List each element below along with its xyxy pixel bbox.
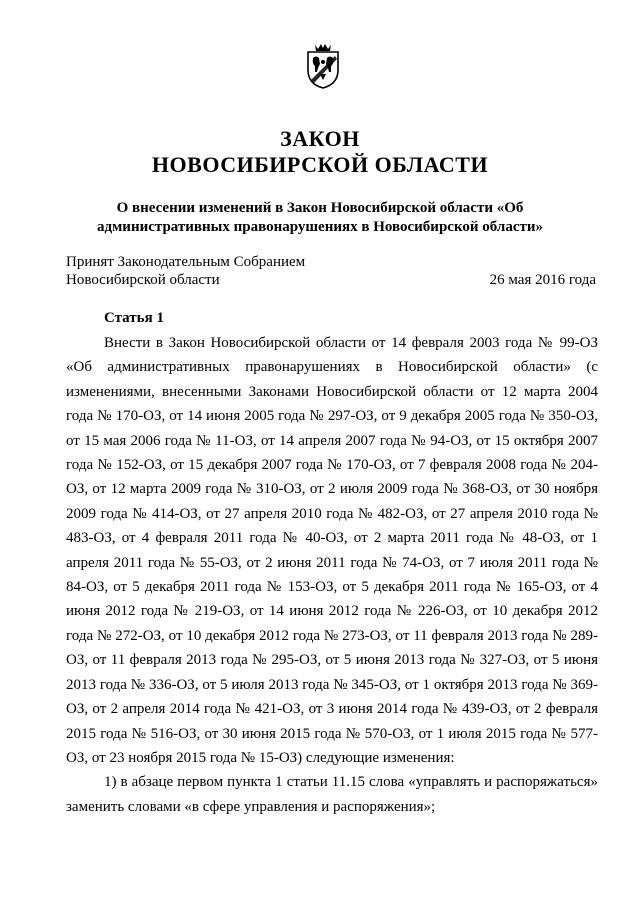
article-heading: Статья 1: [104, 310, 164, 326]
law-subject: О внесении изменений в Закон Новосибирской области «Об административных правонарушениях в Новосибирской области»: [97, 200, 543, 235]
article-body: [66, 331, 598, 819]
article-paragraph: 1) в абзаце первом пункта 1 статьи 11.15 слова «управлять и распоряжаться» заменить словами «в сфере управления и распоряжения»;: [66, 774, 598, 815]
coat-of-arms-icon: [303, 42, 343, 90]
adopted-by-line2: Новосибирской области: [66, 272, 220, 288]
adoption-date: 26 мая 2016 года: [489, 272, 596, 288]
article-paragraph: Внести в Закон Новосибирской области от 14 февраля 2003 года № 99-ОЗ «Об административных правонарушениях в Новосибирской области» (с изменениями, внесенными Законами Новосибирской области от 12 марта 2004 года № 170-ОЗ, от 14 июня 2005 года № 297-ОЗ, от 9 декабря 2005 года № 350-ОЗ, от 15 мая 2006 года № 11-ОЗ, от 14 апреля 2007 года № 94-ОЗ, от 15 октября 2007 года № 152-ОЗ, от 15 декабря 2007 года № 170-ОЗ, от 7 февраля 2008 года № 204-ОЗ, от 12 марта 2009 года № 310-ОЗ, от 2 июля 2009 года № 368-ОЗ, от 30 ноября 2009 года № 414-ОЗ, от 27 апреля 2010 года № 482-ОЗ, от 27 апреля 2010 года № 483-ОЗ, от 4 февраля 2011 года № 40-ОЗ, от 2 марта 2011 года № 48-ОЗ, от 1 апреля 2011 года № 55-ОЗ, от 2 июня 2011 года № 74-ОЗ, от 7 июля 2011 года № 84-ОЗ, от 5 декабря 2011 года № 153-ОЗ, от 5 декабря 2011 года № 165-ОЗ, от 4 июня 2012 года № 219-ОЗ, от 14 июня 2012 года № 226-ОЗ, от 10 декабря 2012 года № 272-ОЗ, от 10 декабря 2012 года № 273-ОЗ, от 11 февраля 2013 года № 289-ОЗ, от 11 февраля 2013 года № 295-ОЗ, от 5 июня 2013 года № 327-ОЗ, от 5 июня 2013 года № 336-ОЗ, от 5 июля 2013 года № 345-ОЗ, от 1 октября 2013 года № 369-ОЗ, от 2 апреля 2014 года № 421-ОЗ, от 3 июня 2014 года № 439-ОЗ, от 2 февраля 2015 года № 516-ОЗ, от 30 июня 2015 года № 570-ОЗ, от 1 июля 2015 года № 577-ОЗ, от 23 ноября 2015 года № 15-ОЗ) следующие изменения:: [66, 335, 598, 766]
adopted-by-line1: Принят Законодательным Собранием: [66, 254, 306, 270]
region-title: НОВОСИБИРСКОЙ ОБЛАСТИ: [151, 152, 489, 177]
law-title: ЗАКОН: [280, 126, 360, 151]
